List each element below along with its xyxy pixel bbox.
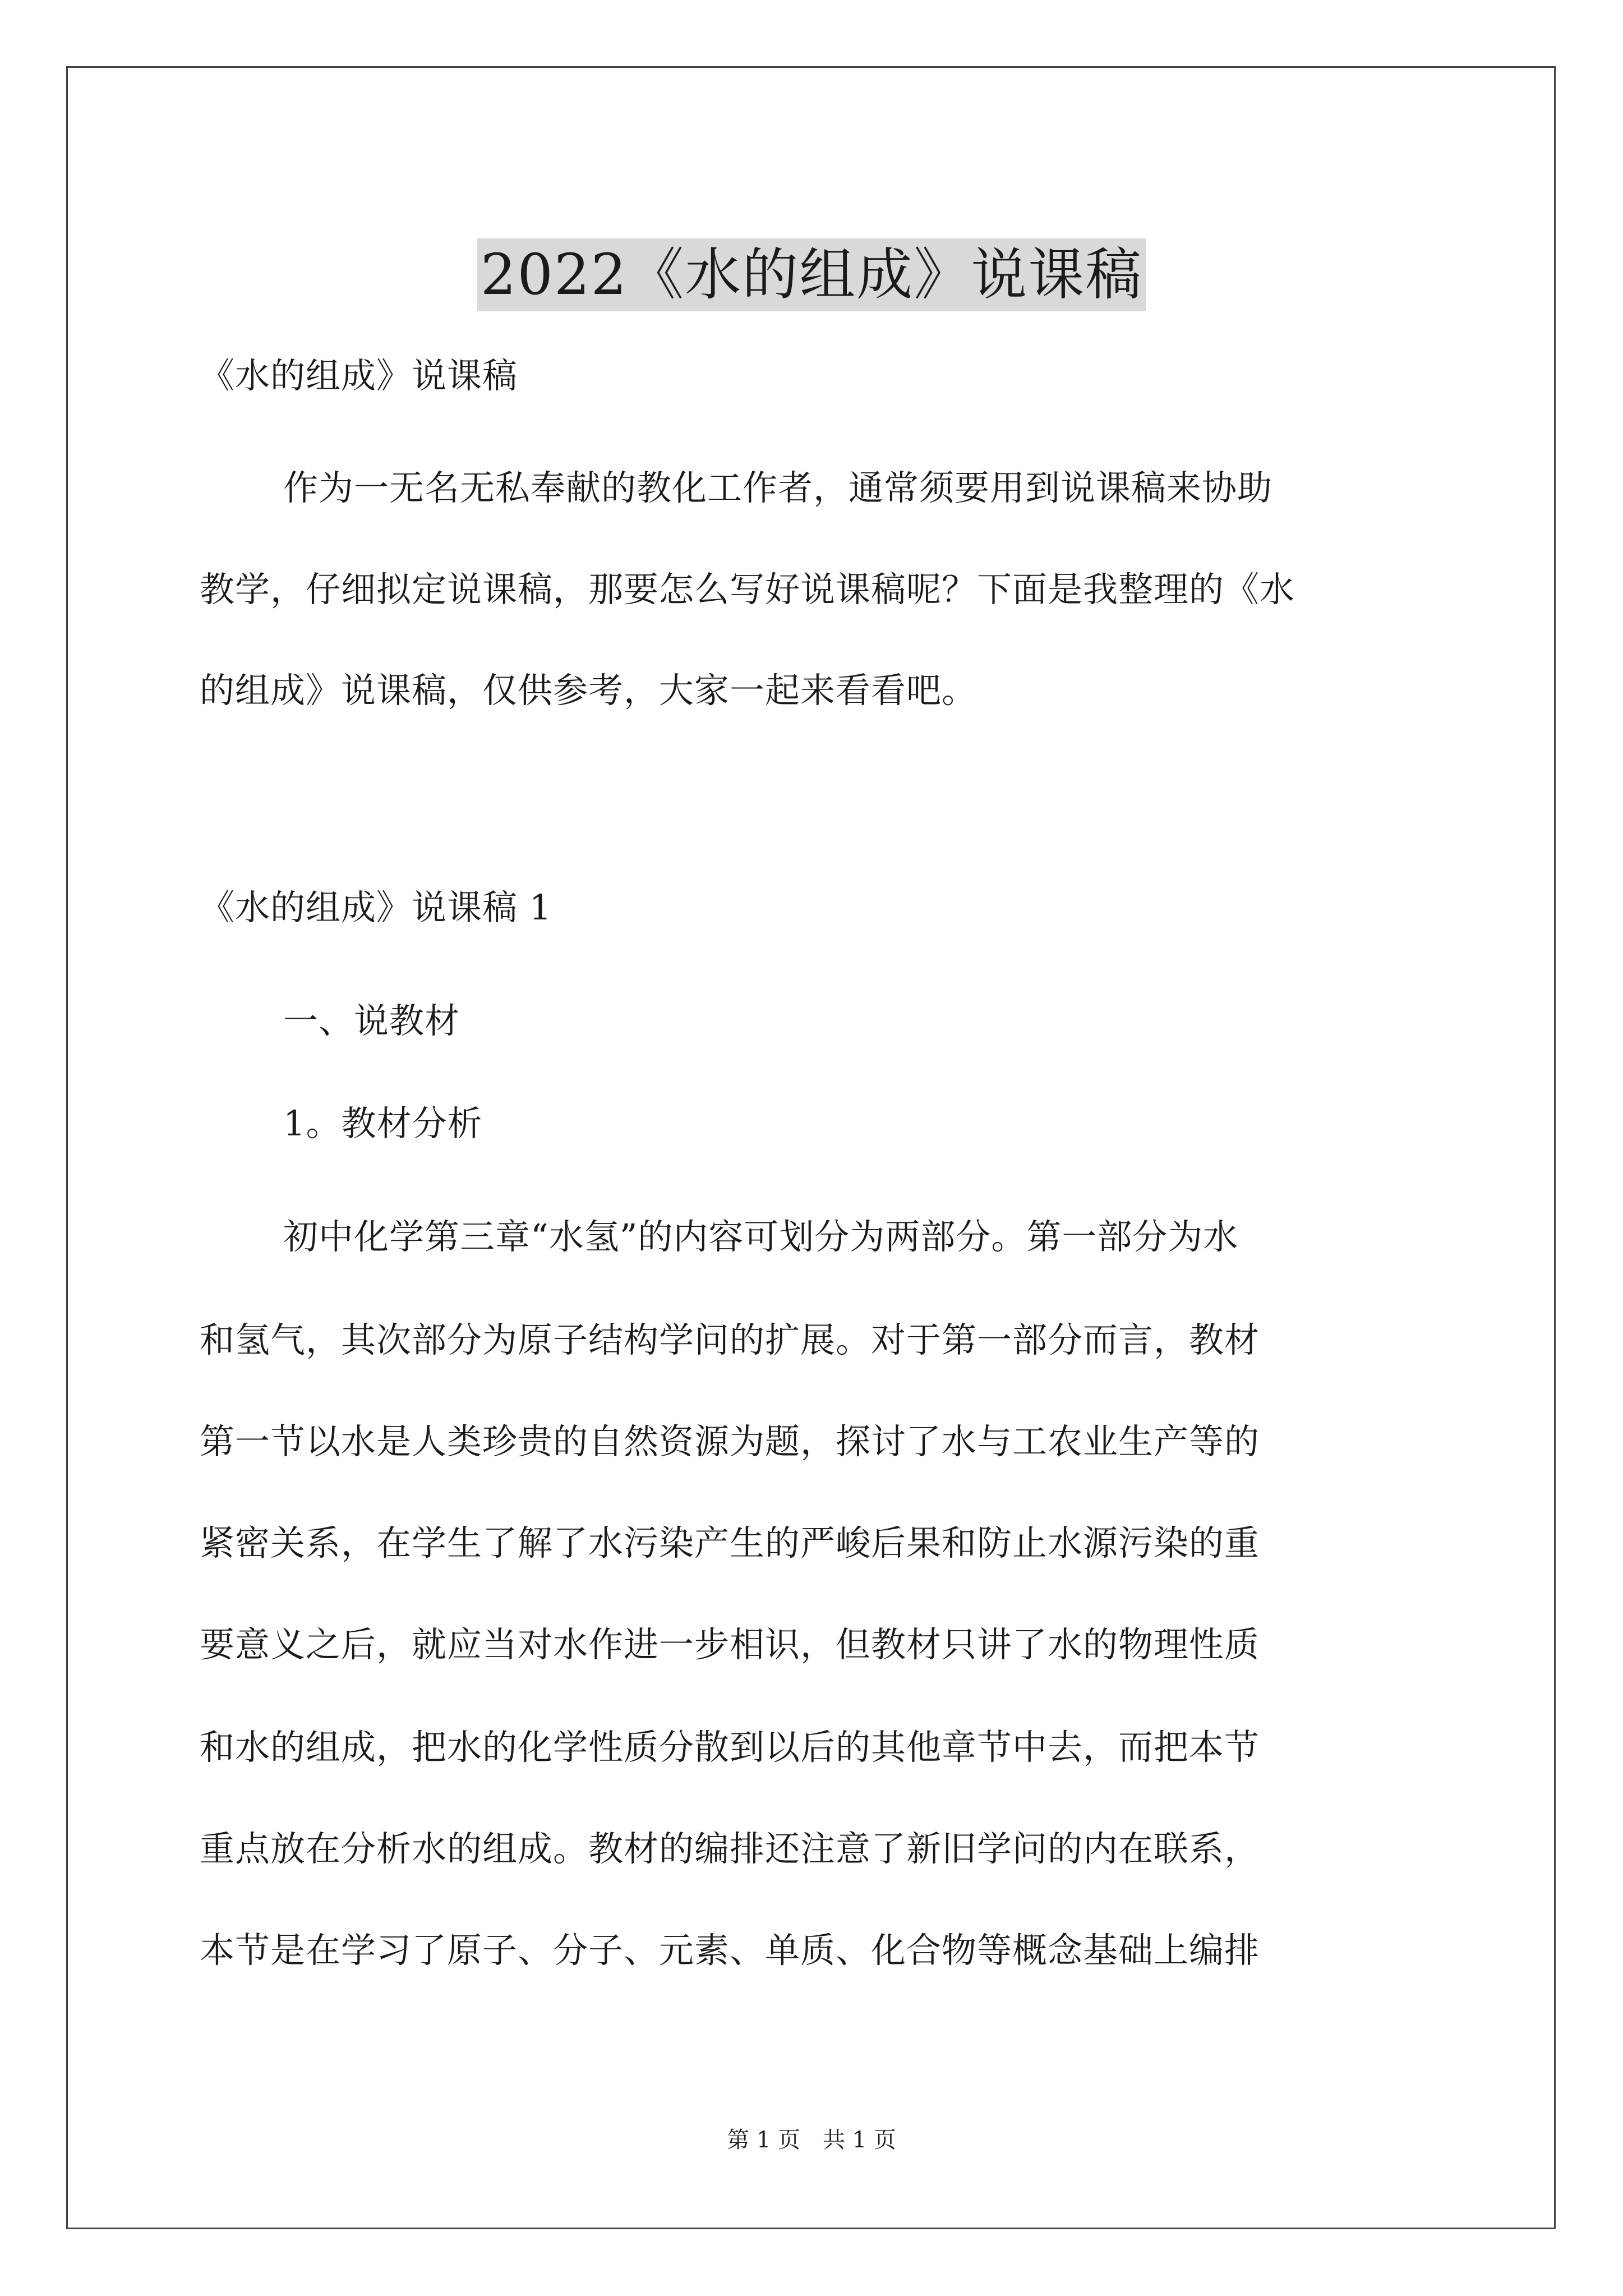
body-line: 本节是在学习了原子、分子、元素、单质、化合物等概念基础上编排 [200,1930,1260,1971]
body-line: 重点放在分析水的组成。教材的编排还注意了新旧学问的内在联系， [200,1828,1260,1869]
body-line: 和氢气，其次部分为原子结构学问的扩展。对于第一部分而言，教材 [200,1319,1260,1360]
section-heading: 一、说教材 [283,1000,460,1041]
title-container [0,201,1623,349]
body-line: 紧密关系，在学生了解了水污染产生的严峻后果和防止水源污染的重 [200,1522,1260,1563]
body-line: 第一节以水是人类珍贵的自然资源为题，探讨了水与工农业生产等的 [200,1421,1260,1462]
document-subtitle: 《水的组成》说课稿 [200,355,518,396]
document-title: 2022《水的组成》说课稿 [477,238,1146,311]
section-title: 《水的组成》说课稿 1 [200,887,552,928]
page-footer [0,2126,1623,2154]
body-line: 要意义之后，就应当对水作进一步相识，但教材只讲了水的物理性质 [200,1624,1260,1665]
intro-line: 的组成》说课稿，仅供参考，大家一起来看看吧。 [200,670,978,711]
body-line: 初中化学第三章“水氢”的内容可划分为两部分。第一部分为水 [283,1216,1239,1257]
page-total: 共 1 页 [823,2127,896,2153]
intro-line: 作为一无名无私奉献的教化工作者，通常须要用到说课稿来协助 [283,467,1273,508]
page-number: 第 1 页 [727,2127,800,2153]
subsection-heading: 1。教材分析 [283,1103,483,1144]
intro-line: 教学，仔细拟定说课稿，那要怎么写好说课稿呢？下面是我整理的《水 [200,569,1295,610]
body-line: 和水的组成，把水的化学性质分散到以后的其他章节中去，而把本节 [200,1727,1260,1768]
